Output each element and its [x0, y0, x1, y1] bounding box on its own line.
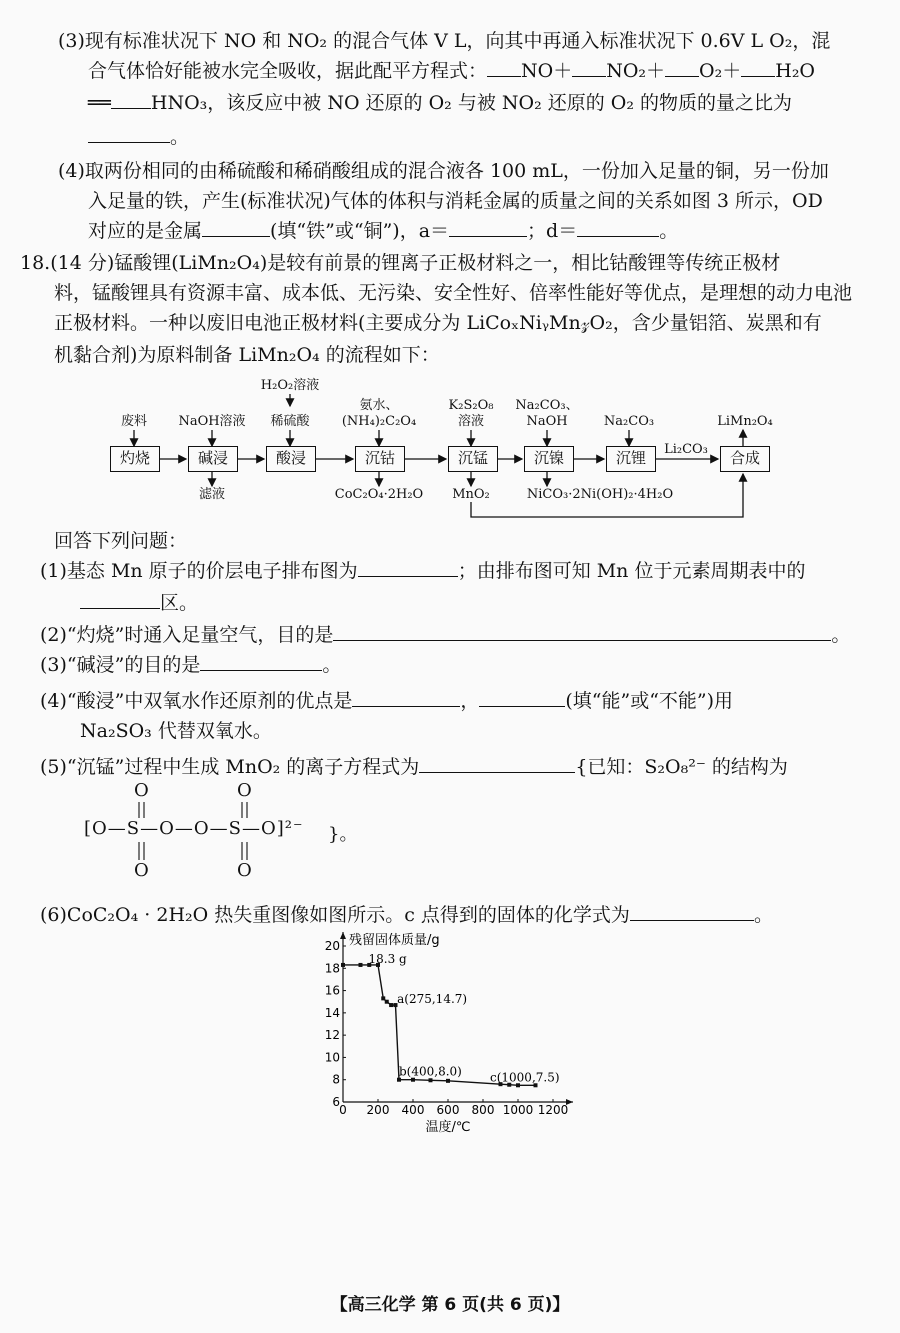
- q18-intro-4: 机黏合剂)为原料制备 LiMn₂O₄ 的流程如下：: [54, 344, 440, 366]
- q17-p3-line3: [88, 90, 792, 116]
- x-tick-label: 800: [471, 1103, 495, 1117]
- struct-o-top-2: O: [237, 780, 252, 801]
- q18-s5-text-b: {已知：S₂O₈²⁻ 的结构为: [575, 756, 788, 778]
- step-precip-ni: 沉镍: [524, 446, 574, 472]
- output-filtrate: 滤液: [198, 487, 225, 502]
- q18-intro-1: 18.(14 分)锰酸锂(LiMn₂O₄)是较有前景的锂离子正极材料之一，相比钴酸锂等传统正极材: [20, 252, 781, 274]
- blank-a[interactable]: [449, 218, 527, 237]
- process-flowchart: [0, 370, 900, 520]
- input-ammonia: 氨水、: [359, 398, 399, 413]
- answer-intro: 回答下列问题：: [54, 530, 188, 552]
- blank-alkali-purpose[interactable]: [200, 652, 322, 671]
- q17-p3-line2: [88, 58, 815, 84]
- y-tick-label: 12: [324, 1028, 340, 1043]
- q18-s1-text-b: ；由排布图可知 Mn 位于元素周期表中的: [457, 560, 806, 582]
- output-nico3: NiCO₃·2Ni(OH)₂·4H₂O: [526, 487, 674, 502]
- input-waste: 废料: [120, 414, 147, 429]
- q17-p3-line2-text: 合气体恰好能被水完全吸收，据此配平方程式：: [88, 60, 488, 82]
- point-annotation: 18.3 g: [368, 951, 407, 966]
- q18-s2-text: (2)“灼烧”时通入足量空气，目的是: [40, 624, 334, 646]
- step-precip-li: 沉锂: [606, 446, 656, 472]
- output-coc2o4: CoC₂O₄·2H₂O: [334, 487, 424, 502]
- q18-s1-line2: [80, 590, 198, 616]
- step-precip-mn: 沉锰: [448, 446, 498, 472]
- period: 。: [753, 904, 773, 926]
- x-tick-label: 400: [401, 1103, 425, 1117]
- input-naoh: NaOH溶液: [178, 414, 246, 429]
- step-synthesis: 合成: [720, 446, 770, 472]
- q18-intro-2: 料，锰酸锂具有资源丰富、成本低、无污染、安全性好、倍率性能好等优点，是理想的动力电池: [54, 282, 853, 304]
- struct-o-bottom-2: O: [237, 860, 252, 881]
- q17-p4-text-b: (填“铁”或“铜”)，a＝: [270, 220, 450, 242]
- q18-s2: [40, 622, 850, 648]
- q18-s6-text: (6)CoC₂O₄ · 2H₂O 热失重图像如图所示。c 点得到的固体的化学式为: [40, 904, 630, 926]
- q18-s5-text-a: (5)“沉锰”过程中生成 MnO₂ 的离子方程式为: [40, 756, 420, 778]
- input-na2co3: Na₂CO₃、: [515, 398, 579, 413]
- y-axis-label: 残留固体质量/g: [349, 933, 440, 948]
- data-point: [341, 963, 345, 967]
- q17-p4-line1: (4)取两份相同的由稀硫酸和稀硝酸组成的混合液各 100 mL，一份加入足量的铜，另一份加: [58, 160, 829, 182]
- q17-p3-line1: (3)现有标准状况下 NO 和 NO₂ 的混合气体 V L，向其中再通入标准状况下 0.6V L O₂，混: [58, 30, 831, 52]
- q18-s1-text-c: 区。: [160, 592, 199, 614]
- blank-c-formula[interactable]: [630, 902, 754, 921]
- blank-metal[interactable]: [202, 218, 270, 237]
- q18-s3: [40, 652, 341, 678]
- q17-p4-text-a: 对应的是金属: [88, 220, 203, 242]
- persulfate-structure: [84, 780, 444, 890]
- q17-p4-line3: [88, 218, 678, 244]
- term-no: NO＋: [521, 60, 573, 82]
- blank-no2-coef[interactable]: [572, 58, 606, 77]
- step-acid-leach: 酸浸: [266, 446, 316, 472]
- blank-can-replace[interactable]: [479, 688, 565, 707]
- q18-s4-text-c: (填“能”或“不能”)用: [565, 690, 734, 712]
- q17-p4-text-c: ；d＝: [527, 220, 578, 242]
- blank-h2o2-advantage[interactable]: [352, 688, 460, 707]
- y-axis-arrow-icon: [340, 932, 346, 939]
- blank-hno3-coef[interactable]: [111, 90, 151, 109]
- data-point: [389, 1003, 393, 1007]
- q17-p4-line2: 入足量的铁，产生(标准状况)气体的体积与消耗金属的质量之间的关系如图 3 所示，OD: [88, 190, 823, 212]
- q18-s4-text-a: (4)“酸浸”中双氧水作还原剂的优点是: [40, 690, 353, 712]
- output-mno2: MnO₂: [452, 487, 490, 502]
- input-naoh-2: NaOH: [526, 414, 568, 429]
- equals-sign: ══: [88, 92, 111, 114]
- x-tick-label: 1200: [537, 1103, 569, 1117]
- data-point: [359, 963, 363, 967]
- struct-o-bottom-1: O: [134, 860, 149, 881]
- page-footer: 【高三化学 第 6 页(共 6 页)】: [330, 1295, 570, 1315]
- period: 。: [831, 624, 851, 646]
- step-burn: 灼烧: [110, 446, 160, 472]
- y-tick-label: 18: [324, 961, 340, 976]
- step-precip-co: 沉钴: [355, 446, 405, 472]
- blank-block[interactable]: [80, 590, 160, 609]
- input-h2so4: 稀硫酸: [270, 414, 310, 429]
- period: 。: [659, 220, 679, 242]
- blank-burn-purpose[interactable]: [333, 622, 831, 641]
- x-tick-label: 600: [436, 1103, 460, 1117]
- data-point: [429, 1078, 433, 1082]
- y-tick-label: 14: [324, 1005, 340, 1020]
- struct-end: }。: [328, 824, 358, 845]
- term-h2o: H₂O: [775, 60, 816, 82]
- y-tick-label: 8: [332, 1072, 340, 1087]
- x-tick-label: 1000: [502, 1103, 534, 1117]
- x-tick-label: 0: [339, 1103, 347, 1117]
- term-no2: NO₂＋: [606, 60, 666, 82]
- data-point: [385, 1000, 389, 1004]
- input-k2s2o8-solution: 溶液: [457, 414, 484, 429]
- period: 。: [322, 654, 342, 676]
- q17-p3-line4: [88, 124, 189, 150]
- q18-s5-line1: [40, 754, 788, 780]
- y-tick-label: 6: [332, 1095, 340, 1109]
- input-h2o2: H₂O₂溶液: [260, 378, 320, 393]
- struct-main-chain: [O—S—O—O—S—O]²⁻: [84, 818, 304, 839]
- data-point: [446, 1079, 450, 1083]
- q18-s4-line1: [40, 688, 733, 714]
- blank-electron-config[interactable]: [358, 558, 458, 577]
- point-annotation: a(275,14.7): [397, 992, 468, 1007]
- thermogravimetric-chart: [315, 926, 615, 1136]
- q18-intro-3: 正极材料。一种以废旧电池正极材料(主要成分为 LiCoₓNiᵧMn𝓏O₂，含少量铝箔、炭黑和有: [54, 312, 822, 334]
- blank-d[interactable]: [577, 218, 659, 237]
- comma: ，: [460, 690, 480, 712]
- y-tick-label: 10: [324, 1050, 340, 1065]
- x-tick-label: 200: [366, 1103, 390, 1117]
- data-point: [381, 996, 385, 1000]
- q18-s3-text: (3)“碱浸”的目的是: [40, 654, 201, 676]
- term-o2: O₂＋: [699, 60, 742, 82]
- blank-no-coef[interactable]: [487, 58, 521, 77]
- input-k2s2o8: K₂S₂O₈: [448, 398, 494, 413]
- y-tick-label: 16: [324, 983, 340, 998]
- x-axis-label: 温度/℃: [425, 1120, 471, 1135]
- input-ammonium-oxalate: (NH₄)₂C₂O₄: [341, 414, 417, 429]
- blank-h2o-coef[interactable]: [741, 58, 775, 77]
- point-annotation: b(400,8.0): [399, 1064, 462, 1079]
- q18-s4-line2: Na₂SO₃ 代替双氧水。: [80, 720, 272, 742]
- q18-s1-text-a: (1)基态 Mn 原子的价层电子排布图为: [40, 560, 358, 582]
- blank-ionic-equation[interactable]: [419, 754, 575, 773]
- struct-double-bonds: [84, 780, 444, 890]
- blank-o2-coef[interactable]: [665, 58, 699, 77]
- input-na2co3-2: Na₂CO₃: [603, 414, 655, 429]
- input-li2co3: Li₂CO₃: [664, 442, 708, 457]
- q17-p3-line3-text: HNO₃，该反应中被 NO 还原的 O₂ 与被 NO₂ 还原的 O₂ 的物质的量之比为: [150, 92, 793, 114]
- period: 。: [170, 126, 190, 148]
- y-tick-label: 20: [324, 939, 340, 953]
- q18-s6: [40, 902, 773, 928]
- point-annotation: c(1000,7.5): [490, 1070, 560, 1085]
- product-limn2o4: LiMn₂O₄: [717, 414, 773, 429]
- q18-s1-line1: [40, 558, 805, 584]
- struct-o-top-1: O: [134, 780, 149, 801]
- step-alkali-leach: 碱浸: [188, 446, 238, 472]
- blank-ratio[interactable]: [88, 124, 170, 143]
